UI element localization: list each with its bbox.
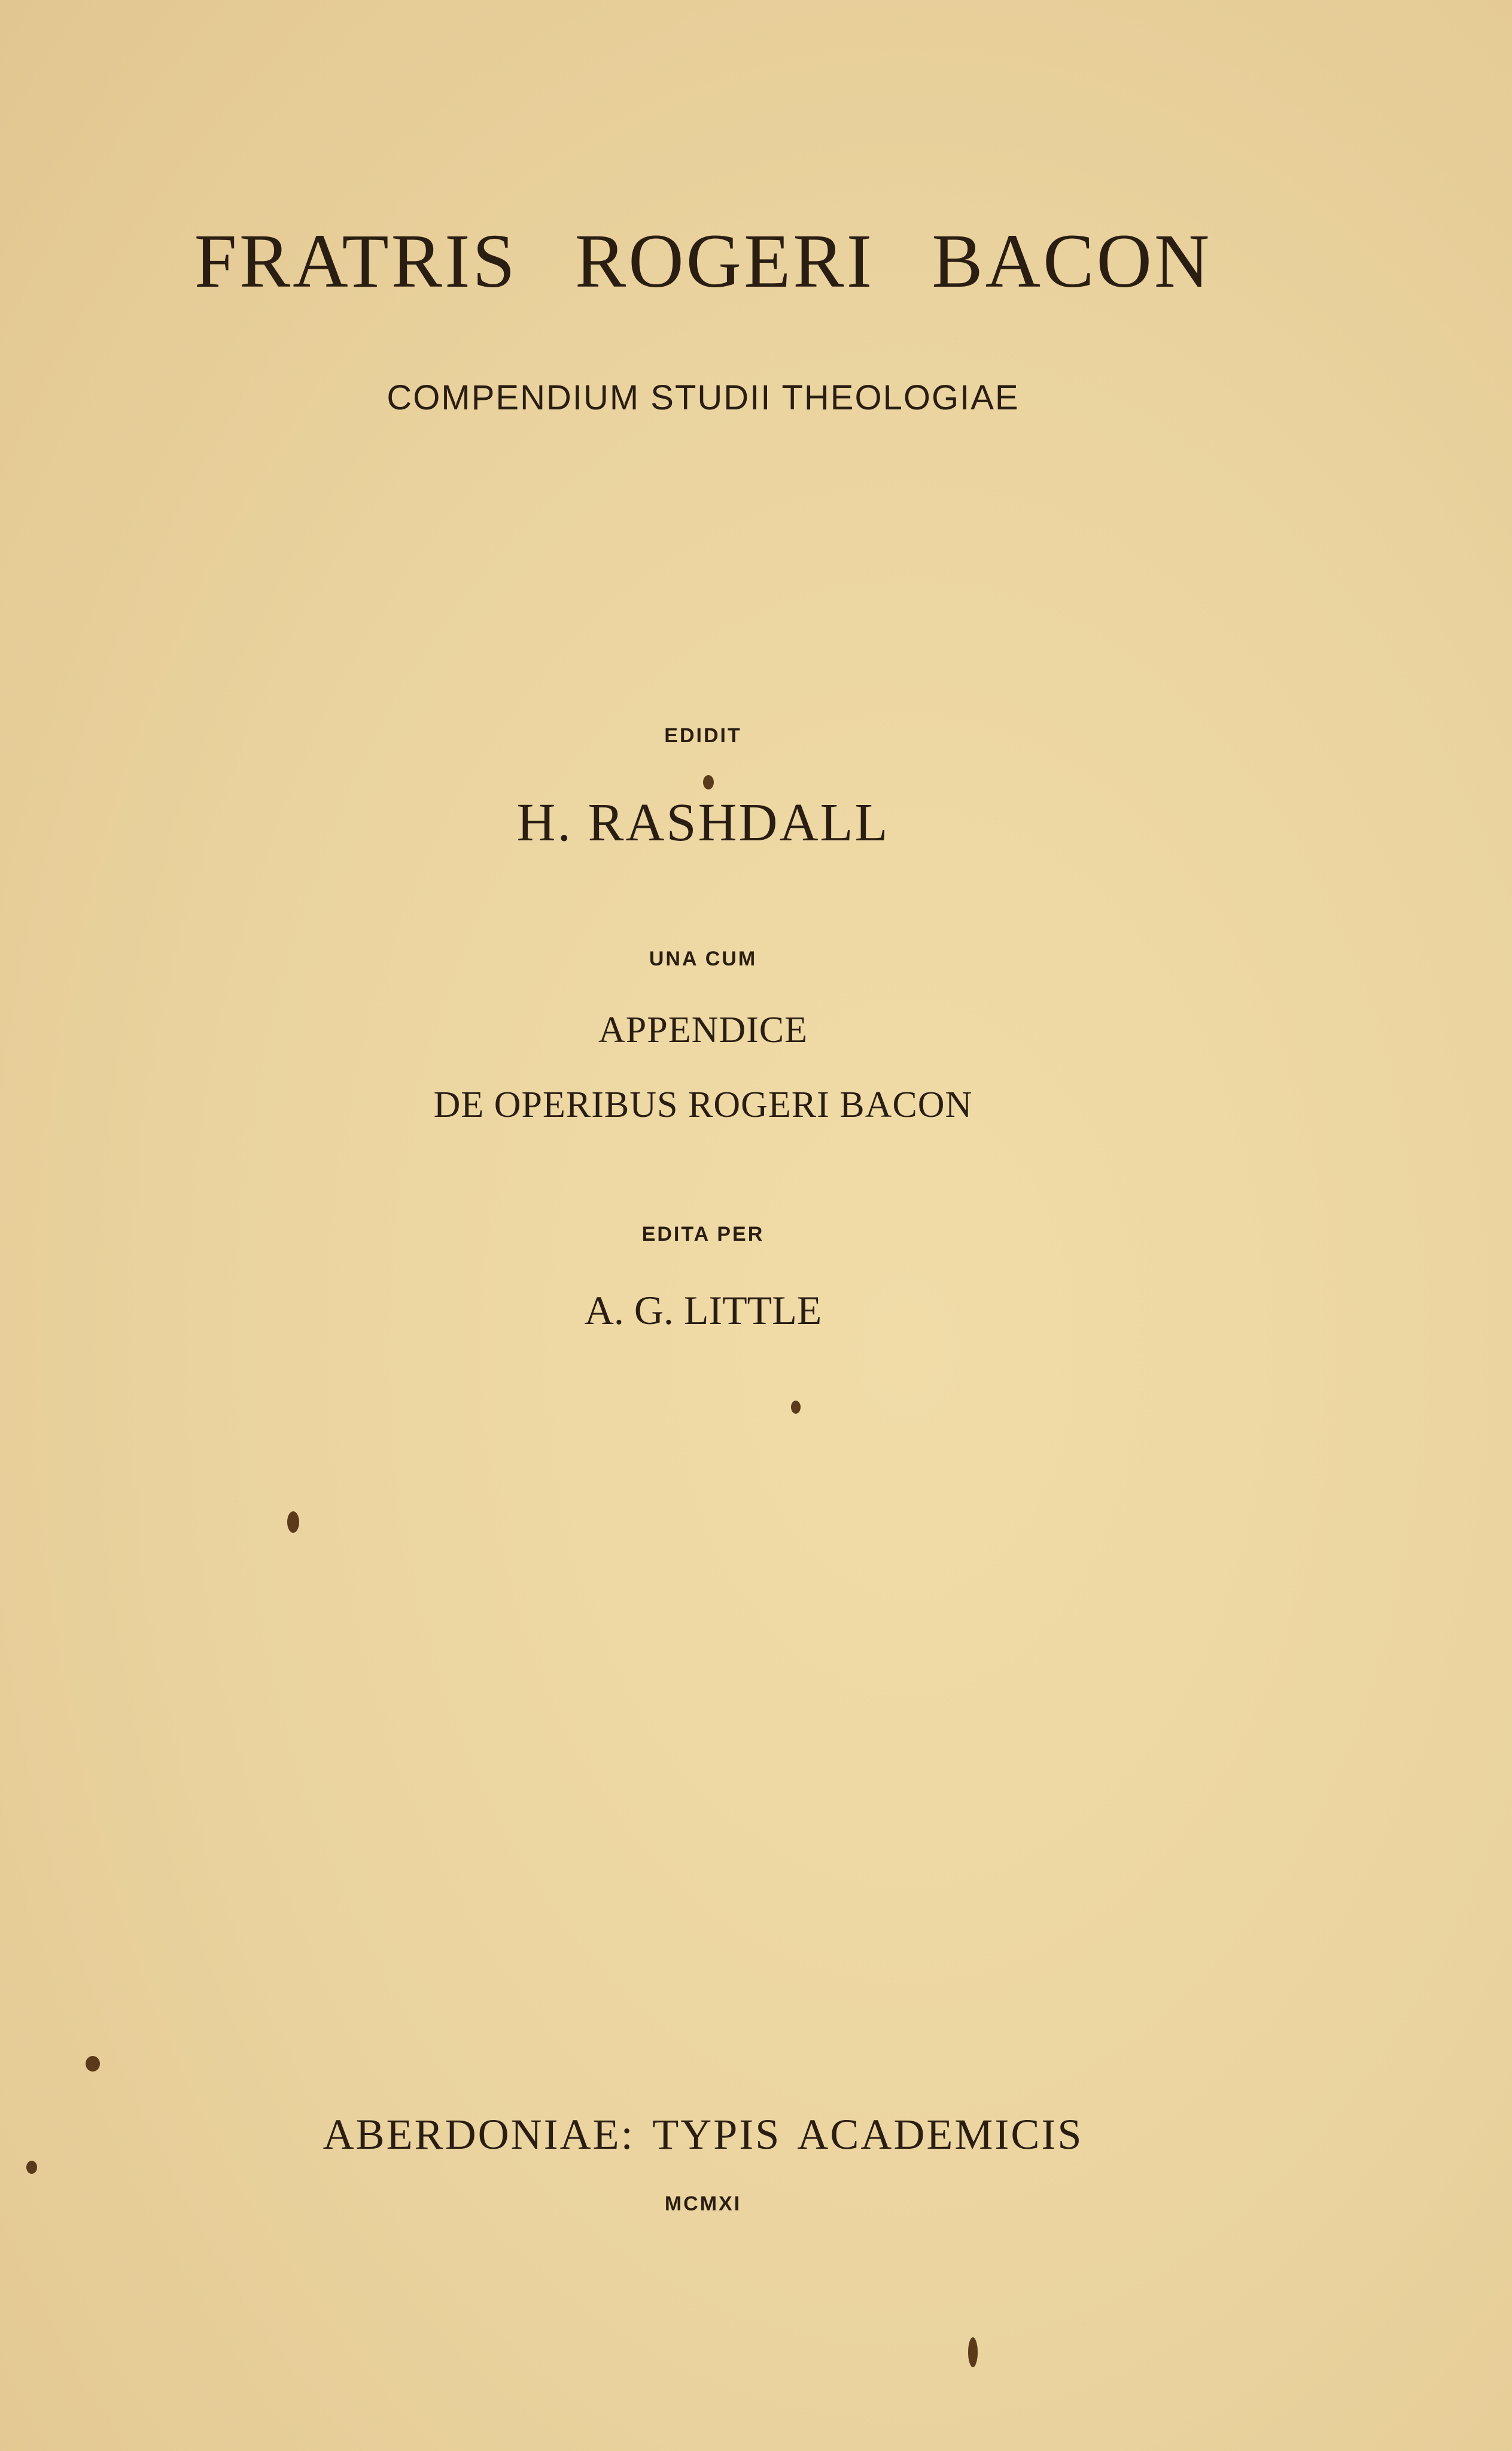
book-title: FRATRIS ROGERI BACON [194,218,1212,303]
una-cum-label: UNA CUM [649,947,757,970]
editor-name: H. RASHDALL [516,793,890,852]
foxing-spot [791,1401,801,1414]
foxing-spot [703,775,714,789]
foxing-spot [287,1511,299,1533]
edidit-label: EDIDIT [664,724,742,747]
publication-year: MCMXI [664,2192,742,2215]
appendix-title: APPENDICE [598,1010,808,1050]
appendix-subtitle: DE OPERIBUS ROGERI BACON [433,1085,973,1125]
foxing-spot [968,2337,978,2367]
imprint: ABERDONIAE: TYPIS ACADEMICIS [323,2110,1084,2158]
book-subtitle: COMPENDIUM STUDII THEOLOGIAE [387,378,1020,417]
edita-per-label: EDITA PER [641,1223,765,1246]
appendix-editor-name: A. G. LITTLE [584,1287,822,1333]
foxing-spot [26,2161,37,2174]
foxing-spot [86,2056,100,2072]
